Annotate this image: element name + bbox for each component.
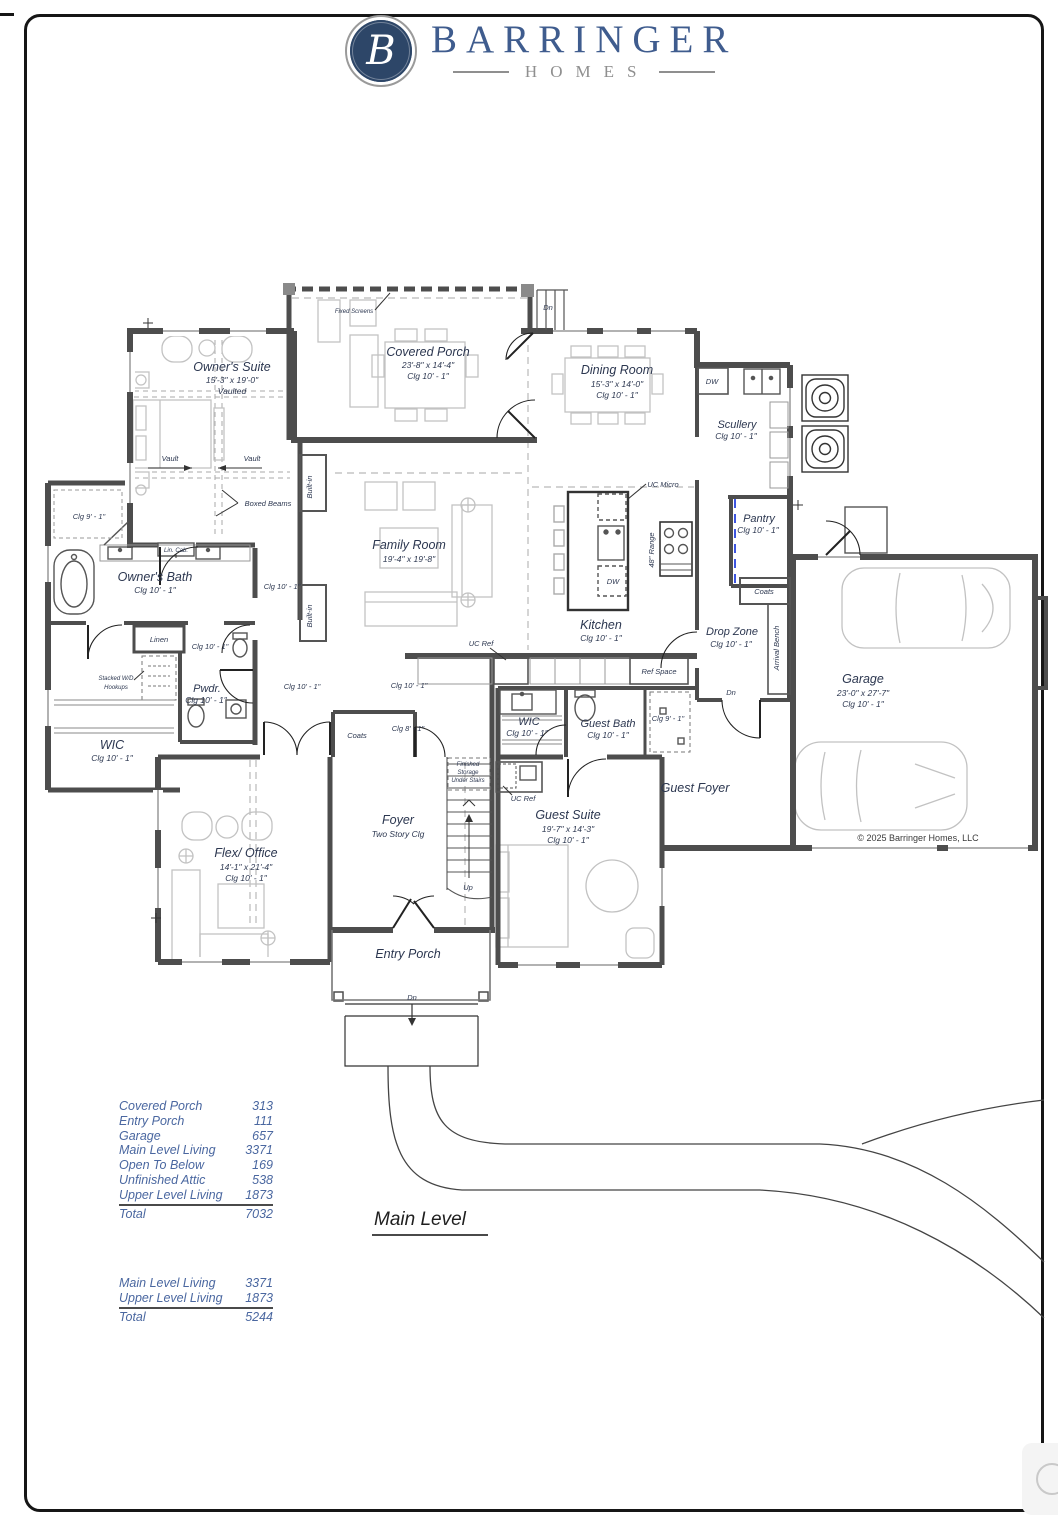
ann-clg10-hall1: Clg 10' - 1" <box>283 682 321 691</box>
label-guest-suite-dims: 19'-7" x 14'-3" <box>541 824 595 834</box>
ann-lin-cab: Lin. Cab. <box>163 548 189 554</box>
ann-linen: Linen <box>149 635 169 644</box>
label-pantry: Pantry <box>743 513 775 525</box>
label-scullery: Scullery <box>717 419 757 431</box>
label-drop-zone: Drop Zone <box>706 626 758 638</box>
label-flex-office-clg: Clg 10' - 1" <box>225 873 267 883</box>
walls <box>48 289 1046 965</box>
label-owners-suite-note: Vaulted <box>217 386 247 396</box>
plan-level-title: Main Level <box>372 1209 488 1236</box>
label-owners-bath-clg: Clg 10' - 1" <box>134 585 176 595</box>
label-covered-porch-clg: Clg 10' - 1" <box>407 371 449 381</box>
label-covered-porch: Covered Porch <box>386 345 470 359</box>
label-garage-dims: 23'-0" x 27'-7" <box>836 688 890 698</box>
ann-clg10-hall-east: Clg 10' - 1" <box>263 582 301 591</box>
ann-vault-right: Vault <box>243 454 261 463</box>
label-owners-suite: Owner's Suite <box>193 360 271 374</box>
label-scullery-clg: Clg 10' - 1" <box>715 431 757 441</box>
label-wic-guest: WIC <box>518 716 540 728</box>
ann-dn-entry: Dn <box>407 993 417 1002</box>
table-total-row: Total 7032 <box>119 1204 273 1222</box>
corner-watermark <box>1022 1443 1058 1515</box>
label-garage-clg: Clg 10' - 1" <box>842 699 884 709</box>
ann-wd-1: Stacked W/D <box>98 676 134 682</box>
label-dining-room-dims: 15'-3" x 14'-0" <box>590 379 644 389</box>
ann-dn-garage: Dn <box>726 688 736 697</box>
ann-uc-ref-guest: UC Ref <box>510 794 536 803</box>
label-dining-room-clg: Clg 10' - 1" <box>596 390 638 400</box>
ann-fin-3: Under Stairs <box>451 778 485 784</box>
label-pantry-clg: Clg 10' - 1" <box>737 525 779 535</box>
label-guest-bath: Guest Bath <box>580 718 636 730</box>
table-row: Covered Porch 313 <box>119 1099 273 1113</box>
ann-clg9-guest: Clg 9' - 1" <box>651 714 685 723</box>
table-total-row: Total 5244 <box>119 1307 273 1325</box>
ann-clg10-nook: Clg 10' - 1" <box>191 642 229 651</box>
area-table-summary <box>119 1276 273 1324</box>
label-kitchen: Kitchen <box>580 618 622 632</box>
table-row: Main Level Living 3371 <box>119 1143 273 1158</box>
table-row: Main Level Living 3371 <box>119 1276 273 1290</box>
ann-clg8-hall: Clg 8' - 1" <box>391 724 425 733</box>
label-pwdr: Pwdr. <box>193 683 221 695</box>
ann-range48: 48" Range <box>647 532 656 568</box>
label-owners-suite-dims: 15'-3" x 19'-0" <box>205 375 259 385</box>
table-row: Upper Level Living 1873 <box>119 1187 273 1202</box>
ann-built-in-upper: Built-in <box>305 475 314 499</box>
ann-wd-2: Hookups <box>104 685 128 691</box>
label-pwdr-clg: Clg 10' - 1" <box>185 695 227 705</box>
label-guest-foyer: Guest Foyer <box>660 781 730 795</box>
label-foyer-note: Two Story Clg <box>371 829 425 839</box>
corner-watermark-circle-icon <box>1036 1463 1058 1495</box>
ann-built-in-lower: Built-in <box>305 604 314 628</box>
logo-tagline: HOMES <box>524 62 650 81</box>
ann-arrival-bench: Arrival Bench <box>772 625 781 671</box>
ann-fin-2: Storage <box>457 770 479 776</box>
ann-dn-porch: Dn <box>543 303 553 312</box>
table-row: Garage 657 <box>119 1128 273 1143</box>
label-wic-owner: WIC <box>99 738 125 752</box>
ann-fixed-screens: Fixed Screens <box>334 309 374 315</box>
label-kitchen-clg: Clg 10' - 1" <box>580 633 622 643</box>
ann-boxed-beams: Boxed Beams <box>244 499 292 508</box>
ann-up: Up <box>463 883 473 892</box>
label-drop-zone-clg: Clg 10' - 1" <box>710 639 752 649</box>
ann-clg10-hall2: Clg 10' - 1" <box>390 681 428 690</box>
ann-clg9-owner: Clg 9' - 1" <box>72 512 106 521</box>
label-flex-office-dims: 14'-1" x 21'-4" <box>219 862 273 872</box>
label-foyer: Foyer <box>382 813 414 827</box>
ann-uc-micro: UC Micro <box>647 480 679 489</box>
label-owners-bath: Owner's Bath <box>117 570 193 584</box>
table-row: Unfinished Attic 538 <box>119 1172 273 1187</box>
ann-dw-island: DW <box>606 577 620 586</box>
area-table-main <box>119 1099 273 1221</box>
table-row: Entry Porch 111 <box>119 1113 273 1128</box>
label-guest-bath-clg: Clg 10' - 1" <box>587 730 629 740</box>
label-wic-owner-clg: Clg 10' - 1" <box>91 753 133 763</box>
logo-monogram: B <box>350 20 412 82</box>
label-guest-suite: Guest Suite <box>535 808 601 822</box>
label-family-room-dims: 19'-4" x 19'-8" <box>382 554 436 564</box>
label-wic-guest-clg: Clg 10' - 1" <box>506 728 548 738</box>
logo-brand-name: BARRINGER <box>431 18 738 61</box>
label-family-room: Family Room <box>372 538 446 552</box>
ann-vault-left: Vault <box>161 454 179 463</box>
label-guest-suite-clg: Clg 10' - 1" <box>547 835 589 845</box>
copyright-note: © 2025 Barringer Homes, LLC <box>857 833 979 843</box>
label-covered-porch-dims: 23'-8" x 14'-4" <box>401 360 455 370</box>
ann-coats-center: Coats <box>347 731 367 740</box>
ann-fin-1: Finished <box>456 762 480 768</box>
label-entry-porch: Entry Porch <box>375 947 441 961</box>
ann-ref-space: Ref Space <box>641 667 677 676</box>
table-row: Open To Below 169 <box>119 1158 273 1173</box>
label-flex-office: Flex/ Office <box>214 846 278 860</box>
ann-dw-scullery: DW <box>705 377 719 386</box>
label-dining-room: Dining Room <box>580 363 654 377</box>
ann-coats-right: Coats <box>754 587 774 596</box>
label-garage: Garage <box>842 672 884 686</box>
ann-uc-ref-kitchen: UC Ref <box>468 639 494 648</box>
table-row: Upper Level Living 1873 <box>119 1290 273 1305</box>
